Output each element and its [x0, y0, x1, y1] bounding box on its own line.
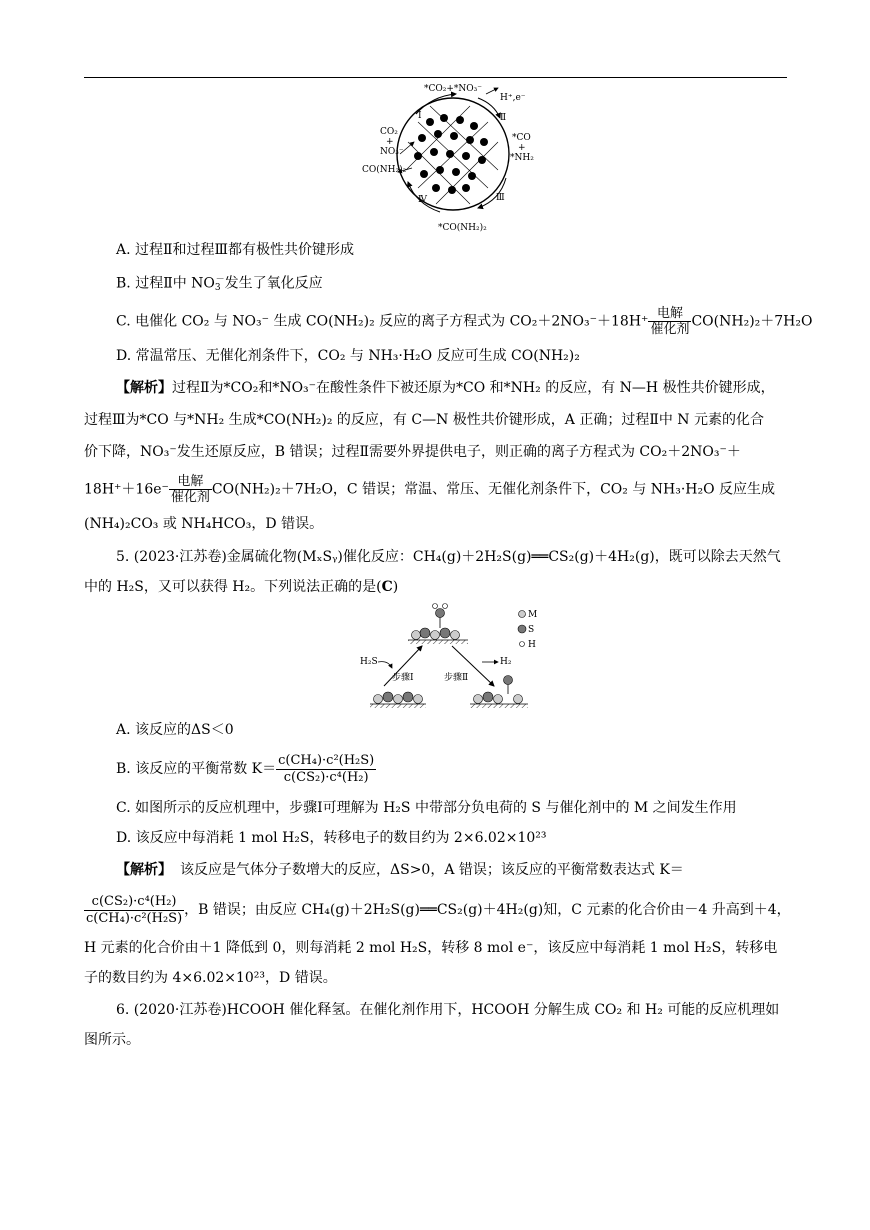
q5-option-d: D. 该反应中每消耗 1 mol H₂S，转移电子的数目约为 2×6.02×10²³	[116, 830, 547, 846]
fig1-he-label: H⁺,e⁻	[500, 93, 526, 103]
fig1-roman-2: Ⅱ	[500, 113, 507, 123]
fig1-right-nh2: *NH₂	[510, 153, 534, 163]
q4-option-b: B. 过程Ⅱ中 $NO_3^-$发生了氧化反应	[116, 275, 323, 294]
fig2-h2-label: H₂	[500, 657, 512, 667]
q5-line-2: 中的 H₂S，又可以获得 H₂。下列说法正确的是(C)	[84, 579, 399, 595]
ans4-line-5: (NH₄)₂CO₃ 或 NH₄HCO₃，D 错误。	[84, 516, 324, 532]
figure-urea-cycle	[360, 82, 550, 234]
fig2-h2s-label: H₂S	[360, 657, 378, 667]
fig1-left-urea: CO(NH₂)₂	[362, 165, 407, 175]
header-rule	[84, 77, 787, 78]
fig1-left-no3: NO₃⁻	[380, 147, 404, 157]
fig1-roman-1: Ⅰ	[418, 111, 422, 121]
ans5-line-3: H 元素的化合价由＋1 降低到 0，则每消耗 2 mol H₂S，转移 8 mol e⁻，该反应中每消耗 1 mol H₂S，转移电	[84, 940, 778, 956]
q5-option-c: C. 如图所示的反应机理中，步骤Ⅰ可理解为 H₂S 中带部分负电荷的 S 与催化剂中的 M 之间发生作用	[116, 800, 737, 816]
q5-option-a: A. 该反应的ΔS＜0	[116, 722, 234, 738]
q5-line-1: 5. (2023·江苏卷)金属硫化物(MₓSᵧ)催化反应：CH₄(g)＋2H₂S(g)══CS₂(g)＋4H₂(g)，既可以除去天然气	[116, 549, 781, 565]
ans4-line-4: 18H⁺＋16e⁻ 电解 催化剂 CO(NH₂)₂＋7H₂O，C 错误；常温、常压、无催化剂条件下，CO₂ 与 NH₃·H₂O 反应生成	[84, 474, 776, 505]
q6-line-1: 6. (2020·江苏卷)HCOOH 催化释氢。在催化剂作用下，HCOOH 分解生成 CO₂ 和 H₂ 可能的反应机理如	[116, 1002, 780, 1018]
fig2-legend-s: S	[528, 625, 535, 635]
fig1-right-co: *CO	[512, 133, 531, 143]
ans4-line-3: 价下降，NO₃⁻发生还原反应，B 错误；过程Ⅱ需要外界提供电子，则正确的离子方程式为 CO₂＋2NO₃⁻＋	[84, 444, 741, 460]
q4-option-d: D. 常温常压、无催化剂条件下，CO₂ 与 NH₃·H₂O 反应可生成 CO(NH₂)₂	[116, 348, 580, 364]
figure-h2s-mechanism	[358, 600, 548, 712]
ans4-line-2: 过程Ⅲ为*CO 与*NH₂ 生成*CO(NH₂)₂ 的反应，有 C—N 极性共价键形成，A 正确；过程Ⅱ中 N 元素的化合	[84, 412, 764, 428]
fig1-bottom-label: *CO(NH₂)₂	[438, 223, 487, 233]
fig2-step1-label: 步骤Ⅰ	[392, 673, 414, 683]
ans5-line-2: $\frac{\text{c(CS₂)·c⁴(H₂)}}{\text{c(CH₄)·c²(H₂S)}}$ ，B 错误；由反应 CH₄(g)＋2H₂S(g)══CS₂(g)＋4H₂(g)知，C 元素的化合价由－4 升高到＋4，	[86, 893, 791, 926]
fig1-roman-4: Ⅳ	[418, 195, 427, 205]
fig1-top-label: *CO₂+*NO₃⁻	[424, 84, 483, 94]
fig1-left-plus: +	[386, 137, 394, 147]
q4-option-a: A. 过程Ⅱ和过程Ⅲ都有极性共价键形成	[116, 242, 355, 258]
fig1-roman-3: Ⅲ	[496, 193, 505, 203]
fig2-legend-m: M	[528, 610, 538, 620]
ans4-line-1: 【解析】过程Ⅱ为*CO₂和*NO₃⁻在酸性条件下被还原为*CO 和*NH₂ 的反应，有 N—H 极性共价键形成，	[116, 380, 775, 396]
fig2-step2-label: 步骤Ⅱ	[444, 673, 469, 683]
fig1-left-co2: CO₂	[380, 127, 398, 137]
q4-option-c: C. 电催化 CO₂ 与 NO₃⁻ 生成 CO(NH₂)₂ 反应的离子方程式为 CO₂＋2NO₃⁻＋18H⁺ 电解 催化剂 CO(NH₂)₂＋7H₂O	[116, 306, 813, 337]
ans5-line-4: 子的数目约为 4×6.02×10²³，D 错误。	[84, 970, 337, 986]
fig1-right-plus: +	[518, 143, 526, 153]
fig2-legend-h: H	[528, 640, 536, 650]
q6-line-2: 图所示。	[84, 1032, 140, 1048]
q5-option-b: B. 该反应的平衡常数 K＝ $\frac{\text{c(CH₄)·c²(H₂S)}}{\text{c(CS₂)·c⁴(H₂)}}$	[116, 752, 375, 785]
ans5-line-1: 【解析】 该反应是气体分子数增大的反应，ΔS>0，A 错误；该反应的平衡常数表达式 K＝	[116, 862, 684, 878]
